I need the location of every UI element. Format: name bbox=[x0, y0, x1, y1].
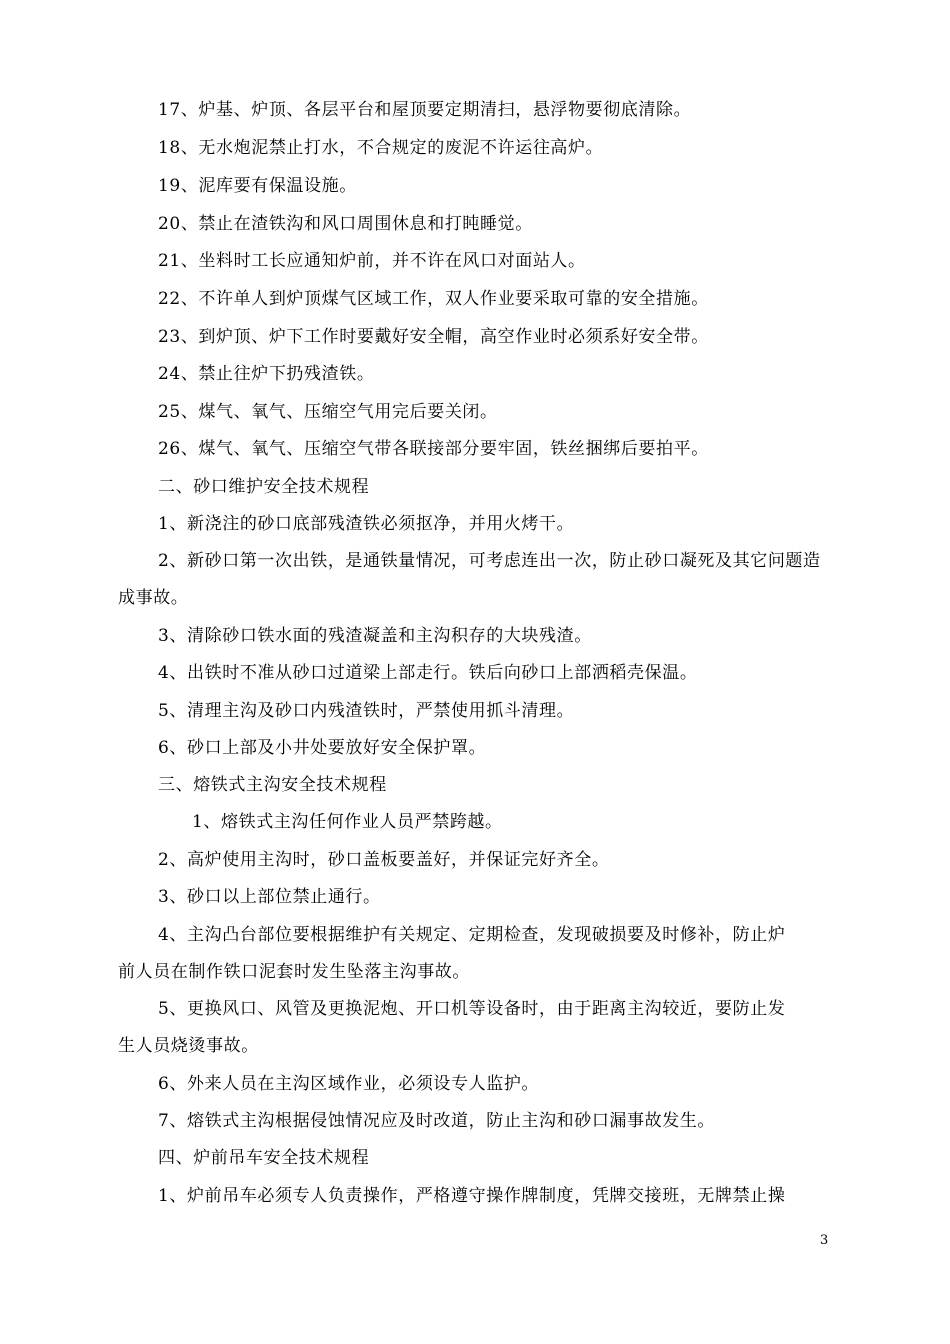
text-line: 5、清理主沟及砂口内残渣铁时，严禁使用抓斗清理。 bbox=[158, 701, 575, 721]
text-line: 24、禁止往炉下扔残渣铁。 bbox=[158, 364, 375, 384]
section-heading: 三、熔铁式主沟安全技术规程 bbox=[158, 775, 387, 795]
text-line: 17、炉基、炉顶、各层平台和屋顶要定期清扫，悬浮物要彻底清除。 bbox=[158, 100, 692, 120]
text-line: 25、煤气、氧气、压缩空气用完后要关闭。 bbox=[158, 402, 498, 422]
section-heading: 四、炉前吊车安全技术规程 bbox=[158, 1148, 370, 1168]
text-line: 22、不许单人到炉顶煤气区域工作，双人作业要采取可靠的安全措施。 bbox=[158, 289, 709, 309]
text-line: 1、新浇注的砂口底部残渣铁必须抠净，并用火烤干。 bbox=[158, 514, 575, 534]
page-number: 3 bbox=[820, 1233, 829, 1248]
text-line: 3、清除砂口铁水面的残渣凝盖和主沟积存的大块残渣。 bbox=[158, 626, 592, 646]
text-line: 23、到炉顶、炉下工作时要戴好安全帽，高空作业时必须系好安全带。 bbox=[158, 327, 709, 347]
text-line: 3、砂口以上部位禁止通行。 bbox=[158, 887, 381, 907]
text-line: 26、煤气、氧气、压缩空气带各联接部分要牢固，铁丝捆绑后要拍平。 bbox=[158, 439, 709, 459]
text-line: 1、熔铁式主沟任何作业人员严禁跨越。 bbox=[192, 812, 503, 832]
text-line-continuation: 成事故。 bbox=[118, 588, 189, 608]
text-line: 4、主沟凸台部位要根据维护有关规定、定期检查，发现破损要及时修补，防止炉 bbox=[158, 925, 786, 945]
text-line: 1、炉前吊车必须专人负责操作，严格遵守操作牌制度，凭牌交接班，无牌禁止操 bbox=[158, 1186, 786, 1206]
text-line: 4、出铁时不准从砂口过道梁上部走行。铁后向砂口上部洒稻壳保温。 bbox=[158, 663, 698, 683]
text-line: 2、新砂口第一次出铁，是通铁量情况，可考虑连出一次，防止砂口凝死及其它问题造 bbox=[158, 551, 821, 571]
text-line: 7、熔铁式主沟根据侵蚀情况应及时改道，防止主沟和砂口漏事故发生。 bbox=[158, 1111, 716, 1131]
text-line-continuation: 生人员烧烫事故。 bbox=[118, 1036, 259, 1056]
text-line: 6、砂口上部及小井处要放好安全保护罩。 bbox=[158, 738, 487, 758]
text-line: 2、高炉使用主沟时，砂口盖板要盖好，并保证完好齐全。 bbox=[158, 850, 610, 870]
text-line: 20、禁止在渣铁沟和风口周围休息和打盹睡觉。 bbox=[158, 214, 533, 234]
text-line: 21、坐料时工长应通知炉前，并不许在风口对面站人。 bbox=[158, 251, 586, 271]
text-line: 5、更换风口、风管及更换泥炮、开口机等设备时，由于距离主沟较近，要防止发 bbox=[158, 999, 786, 1019]
text-line: 6、外来人员在主沟区域作业，必须设专人监护。 bbox=[158, 1074, 540, 1094]
text-line-continuation: 前人员在制作铁口泥套时发生坠落主沟事故。 bbox=[118, 962, 470, 982]
section-heading: 二、砂口维护安全技术规程 bbox=[158, 477, 370, 497]
text-line: 19、泥库要有保温设施。 bbox=[158, 176, 357, 196]
text-line: 18、无水炮泥禁止打水，不合规定的废泥不许运往高炉。 bbox=[158, 138, 604, 158]
